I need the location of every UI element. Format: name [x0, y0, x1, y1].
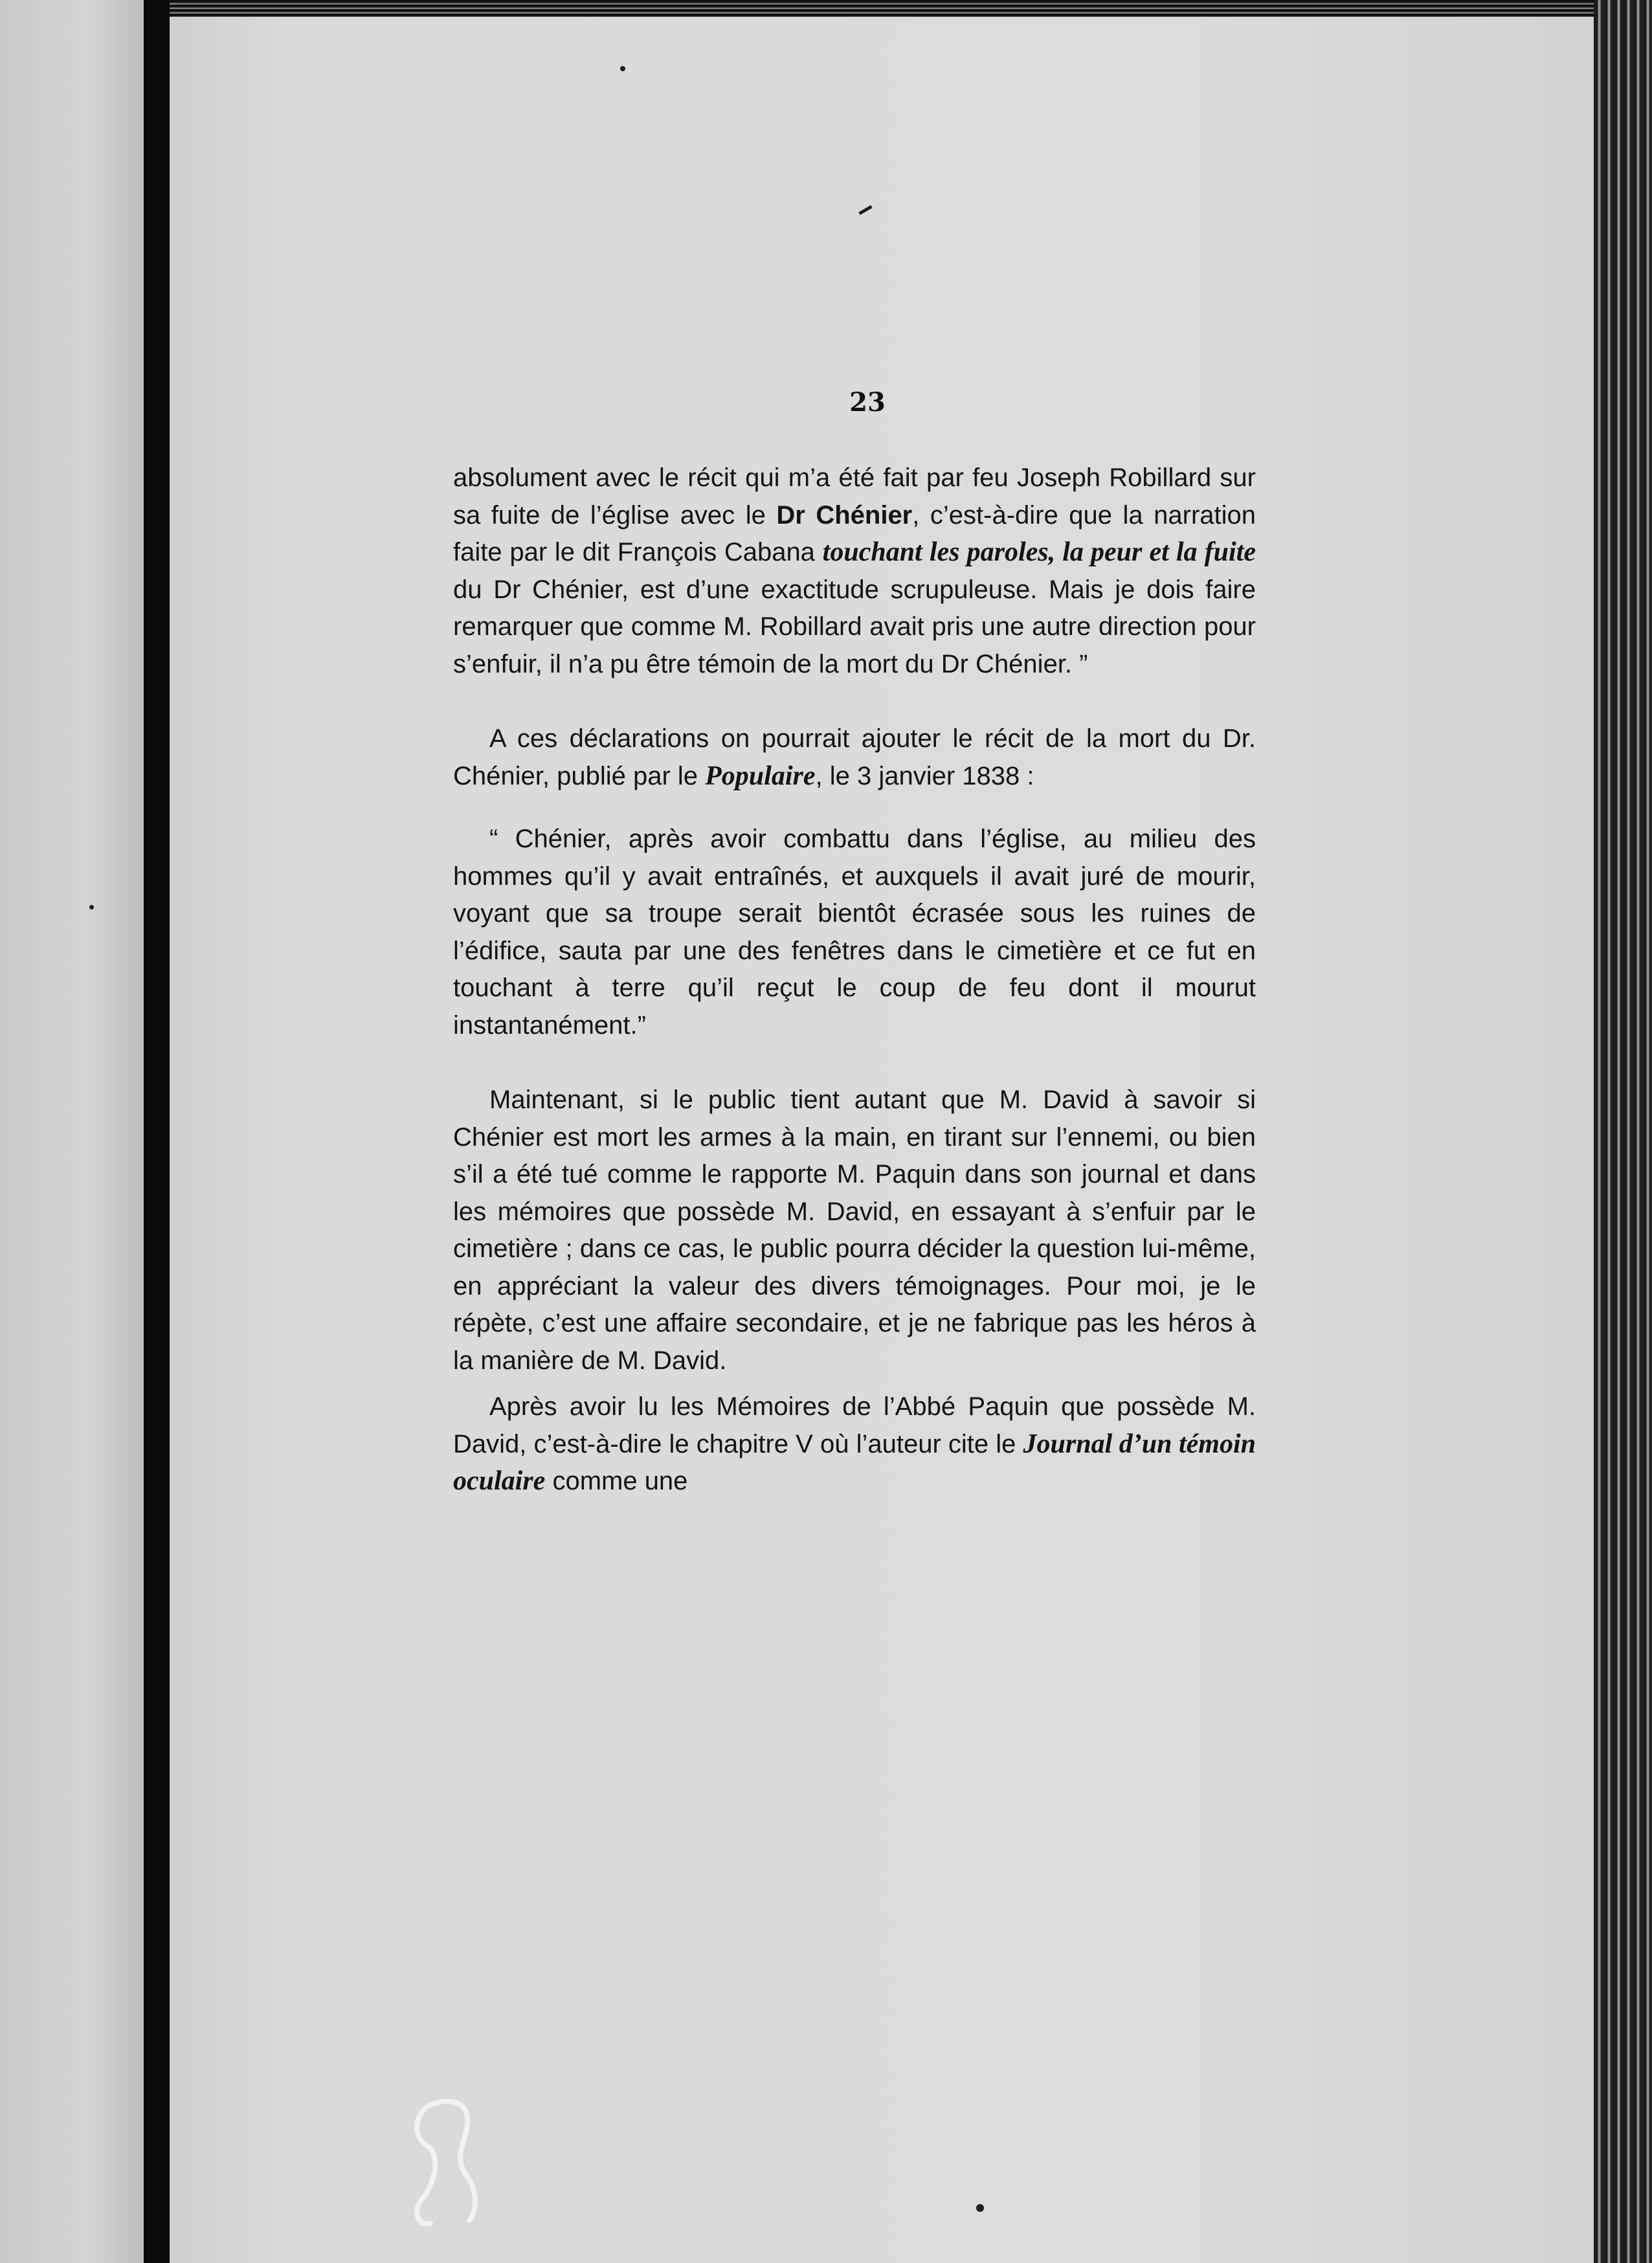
- paragraph-maintenant: [453, 1082, 1256, 1379]
- text-run: “ Chénier, après avoir combattu dans l’église, au milieu des hommes qu’il y avait entraînés, et auxquels il avait juré de mourir, voyant que sa troupe serait bientôt écrasée sous les ruines de l’édifice, sauta par une des fenêtres dans le cimetière et ce fut en touchant à terre qu’il reçut le coup de feu dont il mourut instantanément.”: [453, 825, 1256, 1040]
- page-edge-stack: [1594, 0, 1652, 2263]
- scan-speck: [976, 2204, 984, 2212]
- text-run: comme une: [545, 1467, 688, 1495]
- text-run: du Dr Chénier, est d’une exactitude scrupuleuse. Mais je dois faire remarquer que comme M. Robillard avait pris une autre direction pour s’enfuir, il n’a pu être témoin de la mort du Dr Chénier. ”: [453, 575, 1256, 678]
- paragraph-quotation: [453, 821, 1256, 1044]
- bold-phrase: Dr Chénier: [776, 500, 913, 530]
- paragraph-declarations: [453, 720, 1256, 795]
- italic-phrase: touchant les paroles, la peur et la fuite: [822, 537, 1256, 567]
- book-gutter: [144, 0, 170, 2263]
- text-run: Après avoir lu les Mémoires de l’Abbé Paquin que possède M. David, c’est-à-dire le chapitre V où l’auteur cite le: [453, 1392, 1256, 1458]
- italic-phrase: Journal d’un témoin oculaire: [453, 1429, 1256, 1496]
- scan-speck: [620, 66, 625, 71]
- text-run: A ces déclarations on pourrait ajouter le récit de la mort du Dr. Chénier, publié par le: [453, 724, 1256, 790]
- text-run: , c’est-à-dire que la narration faite par le dit François Cabana: [453, 500, 1256, 566]
- handwritten-mark: [408, 2097, 492, 2233]
- text-run: Maintenant, si le public tient autant que M. David à savoir si Chénier est mort les armes à la main, en tirant sur l’ennemi, ou bien s’il a été tué comme le rapporte M. Paquin dans son journal et dans les mémoires que possède M. David, en essayant à s’enfuir par le cimetière ; dans ce cas, le public pourra décider la question lui-même, en appréciant la valeur des divers témoignages. Pour moi, je le répète, c’est une affaire secondaire, et je ne fabrique pas les héros à la manière de M. David.: [453, 1086, 1256, 1375]
- italic-phrase: Populaire: [705, 761, 816, 791]
- page-number: 23: [849, 387, 886, 418]
- scan-speck: [89, 905, 94, 909]
- page-body: [453, 460, 1256, 1500]
- paragraph-continued: [453, 460, 1256, 683]
- previous-page-edge: [0, 0, 144, 2263]
- paragraph-apres: [453, 1388, 1256, 1500]
- text-run: absolument avec le récit qui m’a été fait par feu Joseph Robillard sur sa fuite de l’église avec le: [453, 463, 1256, 530]
- page-top-edge: [170, 0, 1603, 17]
- text-run: , le 3 janvier 1838 :: [815, 761, 1034, 790]
